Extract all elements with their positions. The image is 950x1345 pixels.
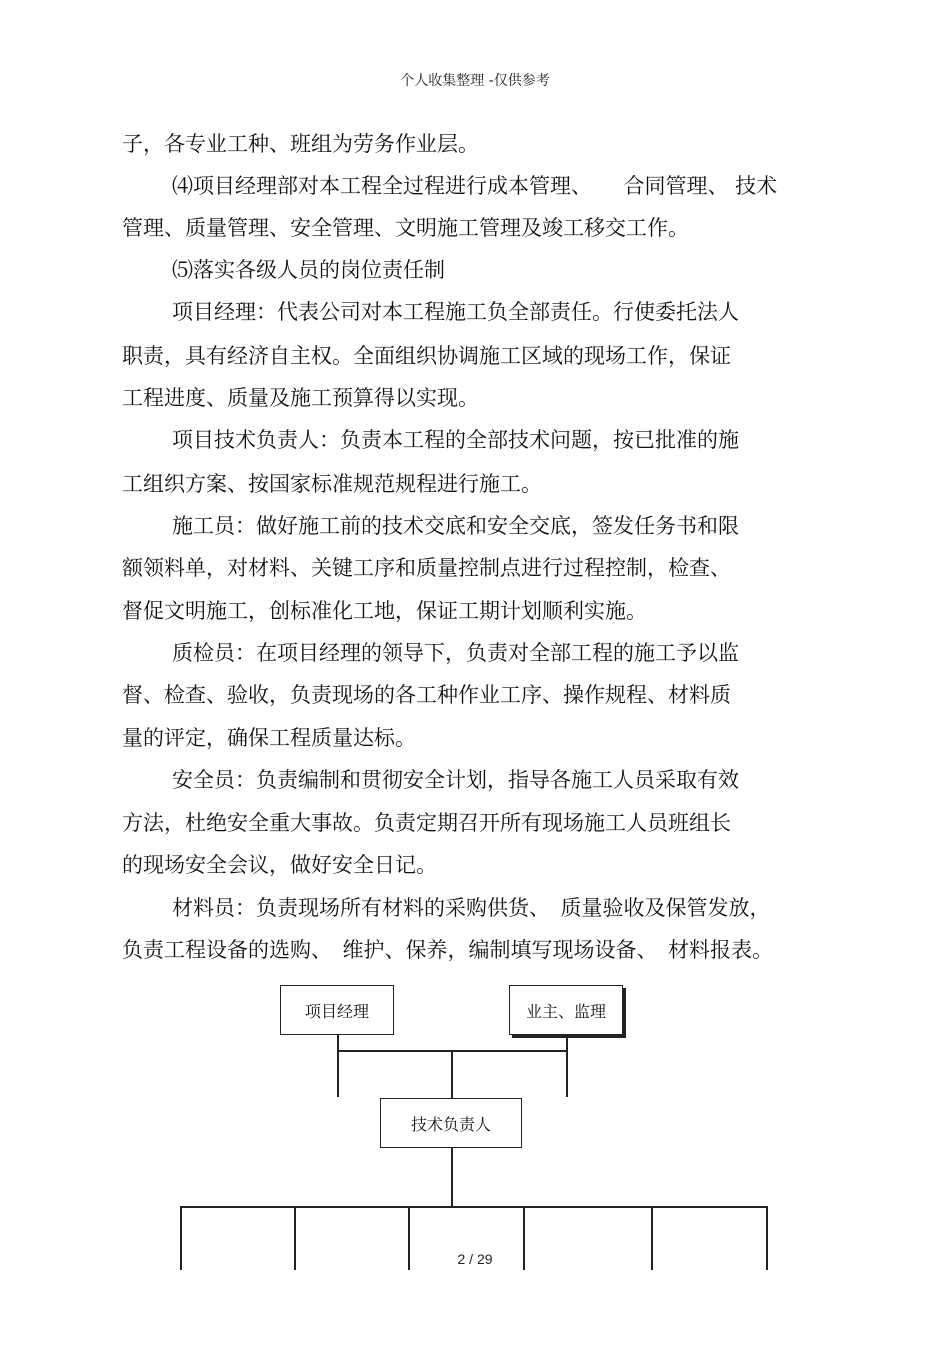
connector-to-tech bbox=[451, 1050, 453, 1098]
org-box-project-manager: 项目经理 bbox=[280, 985, 394, 1035]
text-line-14: 督、检查、验收，负责现场的各工种作业工序、操作规程、材料质 bbox=[122, 683, 731, 707]
text-line-15: 量的评定，确保工程质量达标。 bbox=[122, 726, 416, 750]
text-line-20: 负责工程设备的选购、 维护、保养，编制填写现场设备、 材料报表。 bbox=[122, 938, 773, 962]
text-line-18: 的现场安全会议，做好安全日记。 bbox=[122, 853, 437, 877]
connector-bottom-horizontal bbox=[180, 1206, 768, 1208]
page-number: 2 / 29 bbox=[457, 1251, 493, 1267]
page-header: 个人收集整理 -仅供参考 bbox=[400, 73, 550, 89]
text-line-7: 工程进度、质量及施工预算得以实现。 bbox=[122, 386, 479, 410]
text-line-5: 项目经理：代表公司对本工程施工负全部责任。行使委托法人 bbox=[172, 300, 739, 324]
text-line-19: 材料员：负责现场所有材料的采购供货、 质量验收及保管发放， bbox=[172, 896, 771, 920]
text-line-16: 安全员：负责编制和贯彻安全计划，指导各施工人员采取有效 bbox=[172, 768, 739, 792]
text-line-4: ⑸落实各级人员的岗位责任制 bbox=[172, 258, 445, 282]
text-line-10: 施工员：做好施工前的技术交底和安全交底，签发任务书和限 bbox=[172, 514, 739, 538]
text-line-11: 额领料单，对材料、关键工序和质量控制点进行过程控制，检查、 bbox=[122, 556, 731, 580]
connector-pm-down bbox=[337, 1035, 339, 1097]
text-line-17: 方法，杜绝安全重大事故。负责定期召开所有现场施工人员班组长 bbox=[122, 811, 731, 835]
connector-owner-down bbox=[566, 1035, 568, 1097]
connector-tech-down bbox=[451, 1148, 453, 1208]
org-box-technical-lead: 技术负责人 bbox=[380, 1098, 522, 1148]
text-line-8: 项目技术负责人：负责本工程的全部技术问题，按已批准的施 bbox=[172, 428, 739, 452]
text-line-13: 质检员：在项目经理的领导下，负责对全部工程的施工予以监 bbox=[172, 641, 739, 665]
text-line-3: 管理、质量管理、安全管理、文明施工管理及竣工移交工作。 bbox=[122, 216, 689, 240]
text-line-1: 子，各专业工种、班组为劳务作业层。 bbox=[122, 132, 479, 156]
text-line-9: 工组织方案、按国家标准规范规程进行施工。 bbox=[122, 472, 542, 496]
text-line-6: 职责，具有经济自主权。全面组织协调施工区域的现场工作，保证 bbox=[122, 344, 731, 368]
text-line-12: 督促文明施工，创标准化工地，保证工期计划顺利实施。 bbox=[122, 599, 647, 623]
text-line-2: ⑷项目经理部对本工程全过程进行成本管理、 合同管理、 技术 bbox=[172, 174, 778, 198]
org-box-owner-supervisor: 业主、监理 bbox=[509, 985, 623, 1035]
